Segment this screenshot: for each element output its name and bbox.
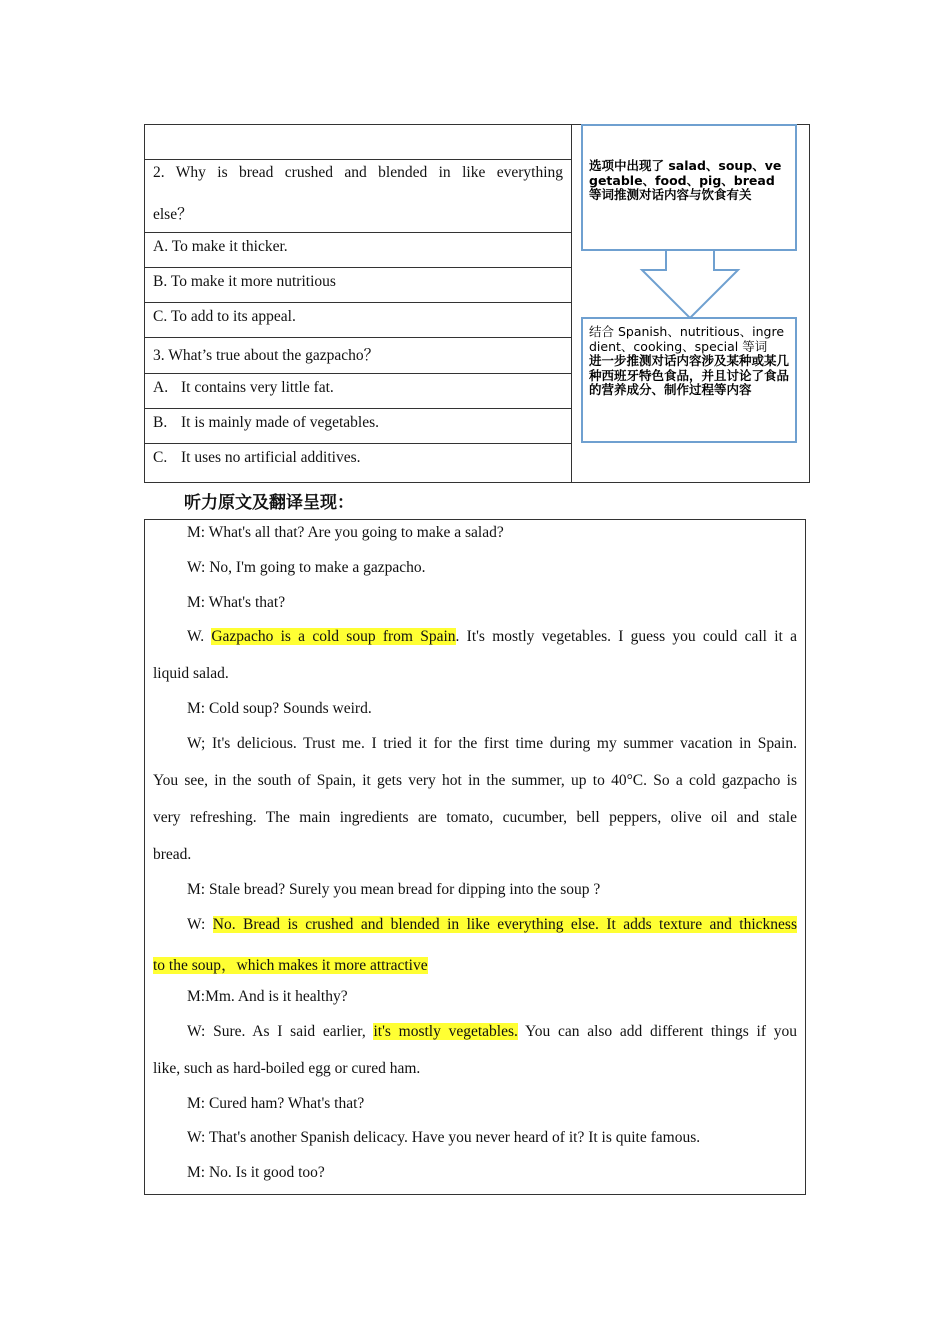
transcript-box [144, 519, 806, 1195]
question-2-option-b [145, 268, 571, 303]
transcript-line [153, 628, 797, 646]
option-letter: B. [153, 414, 168, 431]
question-3-option-a [145, 374, 571, 409]
transcript-line: liquid salad. [153, 665, 229, 682]
highlighted-text: No. Bread is crushed and blended in like everything else. It adds texture and thickness [212, 916, 797, 933]
highlighted-text: it's mostly vegetables. [373, 1023, 518, 1040]
transcript-line: M: No. Is it good too? [187, 1164, 325, 1181]
option-text: It uses no artificial additives. [181, 449, 361, 466]
option-text: It contains very little fat. [181, 379, 334, 396]
option-text: It is mainly made of vegetables. [181, 414, 379, 431]
option-letter: C. [153, 308, 168, 325]
question-3-stem: 3. What’s true about the gazpacho？ [153, 347, 380, 364]
transcript-line: like, such as hard-boiled egg or cured ham. [153, 1060, 421, 1077]
transcript-line: M: What's all that? Are you going to make a salad? [187, 524, 504, 541]
note-text: 选项中出现了 salad、soup、vegetable、food、pig、bread 等词推测对话内容与饮食有关 [589, 158, 782, 202]
transcript-line: W: That's another Spanish delicacy. Have you never heard of it? It is quite famous. [187, 1129, 701, 1146]
option-letter: A. [153, 379, 169, 396]
transcript-line: M: Stale bread? Surely you mean bread for dipping into the soup ? [187, 881, 601, 898]
line-text: You can also add different things if you [517, 1023, 797, 1040]
transcript-line: M:Mm. And is it healthy? [187, 988, 348, 1005]
question-3-option-b [145, 409, 571, 444]
speaker-prefix: W: [187, 916, 213, 933]
transcript-line: very refreshing. The main ingredients are tomato, cucumber, bell peppers, olive oil and stale [153, 809, 797, 826]
note-keywords: 结合 Spanish、nutritious、ingredient、cooking、special 等词 [589, 324, 785, 354]
empty-row [145, 125, 571, 160]
analysis-note-inference [581, 317, 797, 443]
option-text: To make it more nutritious [170, 273, 336, 290]
line-text: W: Sure. As I said earlier, [187, 1023, 374, 1040]
note-inference: 进一步推测对话内容涉及某种或某几种西班牙特色食品，并且讨论了食品的营养成分、制作过程等内容 [589, 353, 790, 397]
highlighted-text: to the soup，which makes it more attractive [153, 957, 428, 974]
speaker-prefix: W. [187, 628, 212, 645]
section-title: 听力原文及翻译呈现： [184, 493, 354, 513]
option-text: To make it thicker. [171, 238, 288, 255]
transcript-line [153, 953, 797, 975]
option-text: To add to its appeal. [170, 308, 296, 325]
transcript-line: M: Cured ham? What's that? [187, 1095, 365, 1112]
question-3-row [145, 338, 571, 374]
option-letter: A. [153, 238, 169, 255]
highlighted-text: Gazpacho is a cold soup from Spain [211, 628, 456, 645]
analysis-note-vocabulary [581, 124, 797, 251]
transcript-line: You see, in the south of Spain, it gets very hot in the summer, up to 40°C. So a cold gazpacho is [153, 772, 797, 789]
transcript-line: W; It's delicious. Trust me. I tried it for the first time during my summer vacation in Spain. [187, 735, 797, 752]
transcript-line: bread. [153, 846, 192, 863]
question-3-option-c [145, 444, 571, 482]
transcript-line: M: What's that? [187, 594, 286, 611]
question-2-option-c [145, 303, 571, 338]
down-arrow-icon [638, 248, 742, 322]
transcript-line [153, 1023, 797, 1041]
question-2-option-a [145, 233, 571, 268]
transcript-line: W: No, I'm going to make a gazpacho. [187, 559, 426, 576]
transcript-line: M: Cold soup? Sounds weird. [187, 700, 372, 717]
question-2-stem-line2: else？ [153, 206, 193, 223]
transcript-line [153, 916, 797, 934]
question-column [145, 125, 572, 482]
question-2-row [145, 160, 571, 233]
question-2-stem-line1: 2. Why is bread crushed and blended in like everything [153, 164, 563, 181]
line-text: . It's mostly vegetables. I guess you could call it a [455, 628, 797, 645]
option-letter: B. [153, 273, 168, 290]
option-letter: C. [153, 449, 168, 466]
